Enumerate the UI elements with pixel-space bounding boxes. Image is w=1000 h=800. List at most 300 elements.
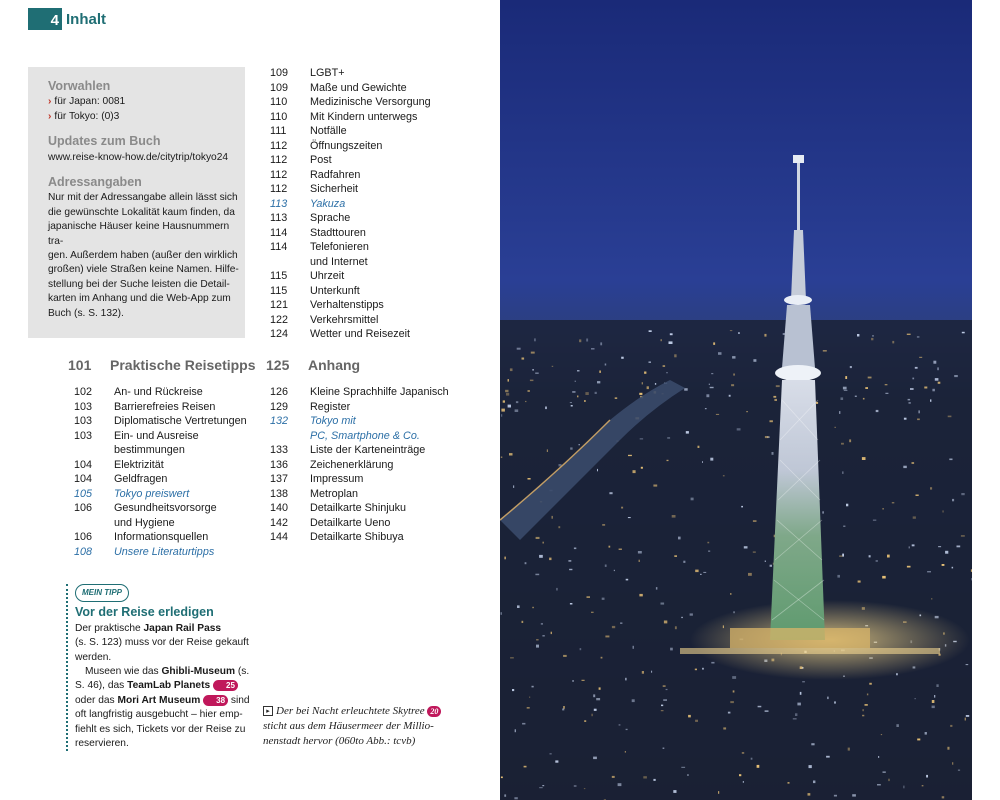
toc-entry: [270, 197, 490, 212]
city-light: [569, 569, 572, 570]
city-light: [869, 555, 871, 557]
city-light: [683, 561, 685, 563]
city-light: [501, 409, 505, 412]
city-light: [664, 621, 667, 624]
city-light: [912, 544, 915, 546]
city-light: [641, 467, 643, 469]
adress-heading: Adressangaben: [48, 175, 142, 190]
section-heading-anhang: 125 Anhang: [266, 357, 361, 373]
city-light: [862, 457, 866, 460]
toc-entry: [270, 124, 490, 139]
city-light: [628, 517, 631, 518]
mein-tipp-badge: MEIN TIPP: [75, 584, 129, 602]
city-light: [770, 565, 772, 567]
city-light: [572, 680, 573, 682]
toc-entry-title: Kleine Sprachhilfe Japanisch: [310, 386, 449, 398]
toc-entry-title: und Internet: [310, 255, 368, 268]
city-light: [764, 334, 766, 337]
city-light: [517, 605, 520, 608]
city-light: [667, 460, 669, 461]
toc-entry: [270, 327, 490, 342]
toc-entry-title: Sicherheit: [310, 183, 359, 195]
city-light: [621, 507, 623, 509]
toc-entry: [270, 95, 490, 110]
city-light: [542, 785, 544, 786]
city-light: [708, 551, 710, 552]
toc-page-number: [74, 443, 114, 458]
toc-entry-title: Informationsquellen: [114, 531, 209, 543]
toc-entry-title: Tokyo mit: [310, 415, 356, 427]
toc-page-number: 114: [270, 241, 288, 253]
city-light: [834, 701, 836, 703]
toc-entry: [270, 516, 490, 531]
city-light: [758, 706, 762, 708]
toc-entry: [270, 66, 490, 81]
city-light: [915, 698, 916, 699]
city-light: [936, 684, 938, 687]
city-light: [800, 692, 802, 695]
city-light: [741, 506, 743, 508]
toc-entry-title: Impressum: [310, 473, 364, 485]
city-light: [525, 401, 526, 402]
city-light: [710, 387, 714, 388]
city-light: [539, 555, 543, 558]
city-light: [643, 776, 647, 778]
city-light: [619, 549, 622, 551]
toc-entry: [270, 313, 490, 328]
city-light: [961, 493, 964, 495]
city-light: [532, 369, 534, 371]
city-light: [718, 791, 719, 794]
city-light: [713, 342, 715, 345]
city-light: [797, 703, 801, 706]
vorwahlen-item: › für Japan: 0081: [48, 96, 126, 108]
toc-page-number: 121: [270, 299, 289, 311]
city-light: [765, 711, 769, 712]
city-light: [730, 701, 734, 703]
toc-page-number: 110: [270, 110, 288, 123]
city-light: [612, 776, 615, 778]
city-light: [753, 359, 756, 362]
city-light: [504, 557, 506, 560]
city-light: [550, 753, 552, 754]
city-light: [888, 779, 889, 781]
city-light: [869, 683, 872, 685]
toc-page-number: 104: [74, 473, 93, 485]
toc-page-number: 112: [270, 168, 288, 181]
city-light: [570, 603, 573, 605]
city-light: [542, 635, 544, 636]
city-light: [522, 723, 525, 725]
updates-url[interactable]: www.reise-know-how.de/citytrip/tokyo24: [48, 151, 229, 163]
city-light: [653, 779, 655, 781]
city-light: [534, 338, 535, 341]
toc-entry-title: bestimmungen: [114, 444, 185, 456]
city-light: [723, 727, 726, 729]
city-light: [655, 383, 656, 385]
city-light: [729, 395, 731, 397]
city-light: [695, 720, 698, 722]
city-light: [774, 399, 777, 401]
city-light: [882, 576, 886, 579]
city-light: [539, 787, 543, 788]
city-light: [932, 706, 935, 709]
city-light: [670, 333, 673, 335]
city-light: [952, 567, 954, 569]
toc-page-number: 103: [74, 415, 93, 427]
city-light: [743, 781, 744, 783]
toc-page-number: 137: [270, 473, 289, 485]
toc-page-number: 132: [270, 415, 289, 427]
city-light: [572, 391, 575, 392]
city-light: [813, 781, 815, 784]
toc-entry: [270, 298, 490, 313]
city-light: [579, 339, 581, 342]
city-light: [642, 671, 644, 674]
city-light: [639, 594, 642, 597]
city-light: [849, 439, 851, 442]
city-light: [663, 700, 667, 701]
toc-entry: [270, 284, 490, 299]
city-light: [843, 526, 845, 528]
city-light: [751, 758, 753, 760]
toc-entry: [270, 501, 490, 516]
city-light: [633, 646, 635, 649]
city-light: [852, 794, 856, 796]
city-light: [698, 446, 700, 448]
city-light: [728, 712, 731, 714]
city-light: [501, 414, 502, 417]
city-light: [966, 715, 969, 717]
updates-heading: Updates zum Buch: [48, 134, 161, 149]
city-light: [653, 485, 657, 487]
city-light: [809, 765, 812, 768]
city-light: [517, 348, 521, 350]
city-light: [582, 680, 585, 681]
vorwahlen-item: › für Tokyo: (0)3: [48, 110, 120, 122]
city-light: [644, 372, 646, 374]
city-light: [691, 498, 694, 501]
city-light: [527, 707, 530, 708]
map-number-badge: 20: [427, 706, 441, 717]
toc-page-number: 144: [270, 531, 289, 543]
toc-entry: [270, 487, 490, 502]
city-light: [584, 400, 586, 402]
toc-page-number: 138: [270, 487, 289, 500]
page-header: [28, 8, 106, 30]
city-light: [505, 390, 508, 392]
page-number: 4: [28, 8, 62, 30]
toc-page-number: 109: [270, 81, 289, 94]
toc-entry-title: Metroplan: [310, 487, 359, 500]
toc-entry-title: Elektrizität: [114, 458, 164, 471]
city-light: [892, 341, 894, 344]
city-light: [958, 770, 960, 771]
city-light: [862, 715, 864, 717]
city-light: [543, 542, 544, 544]
toc-page-number: 110: [270, 96, 288, 108]
city-light: [531, 352, 535, 354]
toc-page-number: 126: [270, 386, 289, 398]
city-light: [795, 713, 797, 716]
city-light: [966, 664, 969, 665]
city-light: [661, 339, 662, 341]
toc-page-number: 140: [270, 502, 289, 514]
city-light: [924, 387, 927, 389]
mein-tipp-box: [66, 584, 255, 751]
city-light: [516, 401, 518, 403]
city-light: [506, 393, 509, 396]
city-light: [575, 381, 576, 382]
city-light: [732, 356, 735, 359]
city-light: [522, 621, 524, 623]
city-light: [843, 387, 847, 390]
city-light: [705, 408, 707, 409]
city-light: [747, 411, 748, 412]
city-light: [776, 385, 780, 387]
toc-entry-title: Wetter und Reisezeit: [310, 328, 411, 340]
city-light: [848, 748, 850, 751]
city-light: [765, 436, 769, 438]
page-title: Inhalt: [66, 10, 106, 28]
chevron-right-icon: ›: [48, 96, 52, 108]
city-light: [863, 398, 865, 400]
toc-entry-title: und Hygiene: [114, 516, 175, 529]
city-light: [834, 795, 837, 797]
city-light: [867, 694, 868, 696]
city-light: [706, 394, 709, 397]
city-light: [512, 689, 514, 691]
toc-page-number: 103: [74, 429, 93, 442]
city-light: [625, 751, 626, 752]
city-light: [663, 365, 666, 367]
city-light: [552, 516, 553, 519]
city-light: [591, 348, 595, 349]
city-light: [584, 720, 586, 722]
city-light: [858, 581, 861, 583]
city-light: [932, 700, 935, 703]
city-light: [826, 756, 830, 758]
city-light: [695, 669, 697, 671]
city-light: [793, 718, 797, 719]
city-light: [878, 756, 879, 758]
city-light: [504, 794, 506, 796]
toc-entry-title: LGBT+: [310, 67, 345, 79]
city-light: [570, 447, 572, 449]
city-light: [876, 560, 878, 562]
toc-entry: [270, 385, 490, 400]
city-light: [601, 657, 603, 659]
toc-entry: [270, 182, 490, 197]
toc-entry-title: An- und Rückreise: [114, 386, 203, 398]
city-light: [822, 511, 824, 513]
toc-page-number: 112: [270, 183, 288, 195]
toc-entry-title: Register: [310, 400, 351, 413]
city-light: [639, 560, 640, 562]
toc-entry-title: Medizinische Versorgung: [310, 96, 431, 108]
toc-entry-title: Uhrzeit: [310, 270, 345, 282]
city-light: [638, 551, 642, 554]
city-light: [772, 452, 774, 455]
city-light: [872, 335, 874, 336]
city-light: [947, 747, 949, 750]
city-light: [765, 561, 766, 563]
toc-entry: [74, 487, 264, 502]
toc-list-top: [270, 66, 490, 342]
city-light: [841, 397, 844, 400]
toc-page-number: 129: [270, 400, 289, 413]
toc-page-number: [74, 516, 114, 531]
city-light: [823, 350, 827, 352]
vorwahlen-heading: Vorwahlen: [48, 79, 111, 93]
toc-entry-title: Unterkunft: [310, 284, 360, 297]
city-light: [841, 443, 844, 445]
city-light: [647, 386, 649, 389]
city-light: [865, 704, 868, 706]
city-light: [877, 784, 881, 786]
city-light: [577, 396, 578, 398]
toc-page-number: 114: [270, 226, 288, 239]
toc-entry: [270, 110, 490, 125]
toc-entry: [270, 472, 490, 487]
city-light: [515, 409, 519, 412]
toc-entry-title: Diplomatische Vertretungen: [114, 415, 247, 427]
city-light: [556, 588, 558, 591]
city-light: [595, 392, 597, 394]
city-light: [883, 508, 884, 509]
city-light: [788, 782, 790, 784]
city-light: [530, 380, 534, 382]
city-light: [661, 710, 664, 711]
city-light: [703, 572, 706, 573]
toc-entry: [74, 414, 264, 429]
toc-entry-title: PC, Smartphone & Co.: [310, 429, 420, 442]
city-light: [907, 334, 911, 335]
toc-entry: [270, 211, 490, 226]
toc-entry: [270, 429, 490, 444]
city-light: [642, 382, 643, 384]
city-light: [651, 671, 652, 673]
city-light: [579, 444, 580, 445]
city-light: [524, 766, 527, 768]
city-light: [910, 388, 914, 390]
section-heading-praktisch: 101 Praktische Reisetipps: [68, 357, 256, 373]
city-light: [609, 546, 611, 548]
toc-entry: [270, 458, 490, 473]
city-light: [748, 573, 752, 576]
city-light: [536, 639, 539, 641]
city-light: [934, 695, 935, 698]
city-light: [731, 384, 734, 386]
toc-entry-title: Mit Kindern unterwegs: [310, 110, 418, 123]
toc-page-number: 115: [270, 270, 288, 282]
city-light: [574, 785, 577, 786]
city-light: [605, 636, 609, 638]
city-light: [933, 361, 936, 364]
city-light: [702, 461, 703, 463]
city-light: [737, 428, 741, 430]
map-number-badge: 25: [213, 680, 238, 691]
city-light: [678, 537, 681, 540]
toc-entry-title: Notfälle: [310, 125, 347, 137]
city-light: [753, 520, 757, 521]
city-light: [532, 607, 534, 608]
city-light: [855, 396, 857, 397]
toc-entry-title: Tokyo preiswert: [114, 487, 190, 500]
city-light: [957, 546, 961, 548]
city-light: [942, 564, 945, 566]
city-light: [626, 579, 629, 581]
city-light: [909, 402, 911, 404]
city-light: [541, 623, 543, 624]
city-light: [709, 384, 710, 385]
city-light: [522, 358, 525, 360]
toc-entry: [270, 443, 490, 458]
info-box: [28, 67, 245, 338]
city-light: [837, 575, 840, 578]
city-light: [509, 453, 513, 455]
city-light: [592, 714, 593, 717]
toc-list-anhang: [270, 385, 490, 545]
photo-ref-icon: ▸: [263, 706, 273, 716]
city-light: [551, 632, 552, 634]
photo-caption: ▸ Der bei Nacht erleuchtete Skytree 20 sticht aus dem Häusermeer der Millio- nenstadt hervor (060to Abb.: tcvb): [263, 704, 463, 749]
city-light: [942, 796, 945, 798]
city-light: [669, 341, 673, 344]
toc-entry: [74, 429, 264, 444]
city-light: [639, 393, 642, 395]
city-light: [529, 697, 530, 698]
city-light: [757, 765, 760, 768]
toc-page-number: 102: [74, 386, 93, 398]
city-light: [730, 593, 732, 594]
city-light: [547, 449, 548, 452]
city-light: [587, 596, 591, 598]
toc-entry: [74, 472, 264, 487]
city-light: [528, 390, 530, 391]
toc-page-number: 115: [270, 284, 288, 297]
city-light: [670, 648, 673, 651]
city-light: [945, 551, 948, 554]
city-light: [535, 373, 539, 374]
city-light: [938, 546, 941, 547]
city-light: [661, 705, 663, 707]
city-light: [952, 499, 954, 501]
city-light: [930, 487, 932, 489]
city-light: [770, 420, 773, 422]
city-light: [739, 774, 741, 776]
city-light: [621, 357, 624, 359]
toc-entry: [74, 400, 264, 415]
city-light: [681, 617, 682, 618]
city-light: [563, 655, 567, 657]
city-light: [844, 390, 848, 391]
city-light: [535, 574, 539, 576]
toc-page-number: 106: [74, 502, 93, 514]
city-light: [545, 407, 547, 410]
city-light: [686, 431, 689, 434]
tip-paragraph-2: Museen wie das Ghibli-Museum (s. S. 46), das TeamLab Planets 25 oder das Mori Art Museum 38 sind oft langfristig ausgebucht – hier emp-fiehlt es sich, Tickets vor der Reise zu reservieren.: [75, 666, 250, 750]
toc-page-number: 104: [74, 458, 93, 471]
city-light: [633, 470, 636, 473]
city-light: [687, 774, 689, 776]
city-light: [948, 416, 952, 418]
toc-page-number: 112: [270, 139, 288, 152]
city-light: [935, 378, 939, 381]
city-light: [584, 788, 585, 789]
city-light: [663, 748, 665, 750]
city-light: [501, 612, 503, 615]
